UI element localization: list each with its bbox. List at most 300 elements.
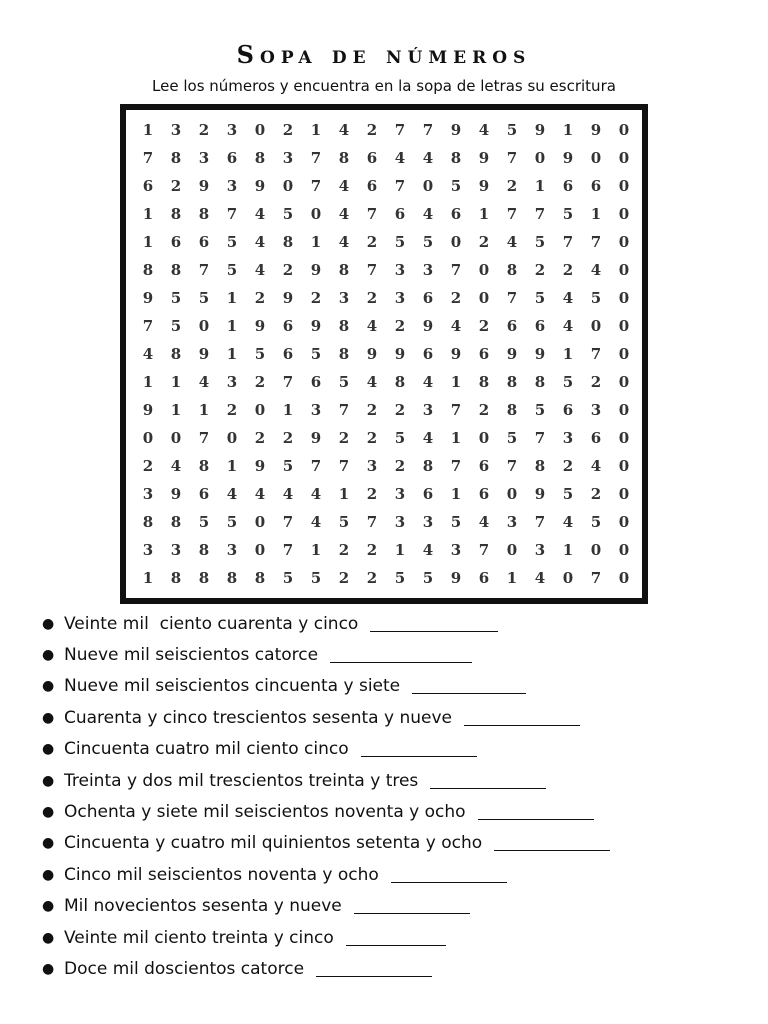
grid-cell[interactable]: 9 [478,149,490,167]
grid-cell[interactable]: 5 [198,289,210,307]
grid-cell[interactable]: 2 [506,177,518,195]
grid-cell[interactable]: 7 [366,513,378,531]
grid-cell[interactable]: 4 [422,429,434,447]
grid-cell[interactable]: 0 [618,541,630,559]
grid-cell[interactable]: 2 [366,429,378,447]
grid-cell[interactable]: 4 [562,317,574,335]
grid-cell[interactable]: 4 [478,121,490,139]
grid-cell[interactable]: 1 [562,121,574,139]
grid-cell[interactable]: 8 [198,457,210,475]
grid-cell[interactable]: 3 [226,121,238,139]
grid-cell[interactable]: 1 [142,233,154,251]
grid-cell[interactable]: 9 [142,401,154,419]
grid-cell[interactable]: 2 [366,401,378,419]
grid-cell[interactable]: 5 [590,289,602,307]
grid-cell[interactable]: 0 [562,569,574,587]
grid-cell[interactable]: 5 [282,569,294,587]
grid-cell[interactable]: 5 [562,485,574,503]
grid-cell[interactable]: 3 [310,401,322,419]
grid-cell[interactable]: 8 [170,149,182,167]
grid-cell[interactable]: 0 [618,177,630,195]
grid-cell[interactable]: 3 [226,541,238,559]
grid-cell[interactable]: 3 [338,289,350,307]
grid-cell[interactable]: 4 [394,149,406,167]
grid-cell[interactable]: 4 [254,261,266,279]
grid-cell[interactable]: 0 [618,513,630,531]
grid-cell[interactable]: 7 [590,233,602,251]
grid-cell[interactable]: 5 [170,317,182,335]
grid-cell[interactable]: 8 [142,513,154,531]
grid-cell[interactable]: 7 [142,149,154,167]
grid-cell[interactable]: 9 [478,177,490,195]
grid-cell[interactable]: 5 [170,289,182,307]
grid-cell[interactable]: 6 [282,317,294,335]
grid-cell[interactable]: 2 [394,401,406,419]
grid-cell[interactable]: 0 [618,457,630,475]
grid-cell[interactable]: 4 [590,457,602,475]
answer-blank[interactable] [354,898,470,914]
grid-cell[interactable]: 0 [478,289,490,307]
grid-cell[interactable]: 3 [226,177,238,195]
grid-cell[interactable]: 1 [198,401,210,419]
grid-cell[interactable]: 1 [142,373,154,391]
grid-cell[interactable]: 2 [478,233,490,251]
grid-cell[interactable]: 1 [226,457,238,475]
grid-cell[interactable]: 3 [226,373,238,391]
grid-cell[interactable]: 6 [590,177,602,195]
grid-cell[interactable]: 3 [562,429,574,447]
grid-cell[interactable]: 9 [562,149,574,167]
grid-cell[interactable]: 6 [590,429,602,447]
grid-cell[interactable]: 1 [170,401,182,419]
grid-cell[interactable]: 2 [282,261,294,279]
grid-cell[interactable]: 6 [478,457,490,475]
grid-cell[interactable]: 8 [534,373,546,391]
grid-cell[interactable]: 7 [366,205,378,223]
grid-cell[interactable]: 4 [422,205,434,223]
grid-cell[interactable]: 8 [394,373,406,391]
grid-cell[interactable]: 2 [310,289,322,307]
grid-cell[interactable]: 4 [562,513,574,531]
grid-cell[interactable]: 2 [170,177,182,195]
grid-cell[interactable]: 2 [366,121,378,139]
grid-cell[interactable]: 7 [282,513,294,531]
grid-cell[interactable]: 1 [478,205,490,223]
grid-cell[interactable]: 8 [338,317,350,335]
grid-cell[interactable]: 9 [590,121,602,139]
grid-cell[interactable]: 8 [142,261,154,279]
grid-cell[interactable]: 0 [450,233,462,251]
grid-cell[interactable]: 8 [422,457,434,475]
grid-cell[interactable]: 3 [198,149,210,167]
grid-cell[interactable]: 7 [366,261,378,279]
grid-cell[interactable]: 2 [366,485,378,503]
grid-cell[interactable]: 0 [618,485,630,503]
grid-cell[interactable]: 7 [590,345,602,363]
grid-cell[interactable]: 4 [170,457,182,475]
grid-cell[interactable]: 5 [562,205,574,223]
grid-cell[interactable]: 7 [450,457,462,475]
grid-cell[interactable]: 7 [506,457,518,475]
grid-cell[interactable]: 2 [338,541,350,559]
grid-cell[interactable]: 6 [282,345,294,363]
grid-cell[interactable]: 1 [450,429,462,447]
grid-cell[interactable]: 2 [366,289,378,307]
grid-cell[interactable]: 6 [226,149,238,167]
grid-cell[interactable]: 3 [590,401,602,419]
grid-cell[interactable]: 2 [478,401,490,419]
grid-cell[interactable]: 1 [310,541,322,559]
grid-cell[interactable]: 9 [450,569,462,587]
grid-cell[interactable]: 5 [338,513,350,531]
grid-cell[interactable]: 1 [450,485,462,503]
grid-cell[interactable]: 8 [506,373,518,391]
grid-cell[interactable]: 8 [170,569,182,587]
grid-cell[interactable]: 4 [590,261,602,279]
grid-cell[interactable]: 9 [310,429,322,447]
grid-cell[interactable]: 5 [254,345,266,363]
grid-cell[interactable]: 3 [506,513,518,531]
grid-cell[interactable]: 0 [618,429,630,447]
grid-cell[interactable]: 4 [534,569,546,587]
grid-cell[interactable]: 0 [170,429,182,447]
grid-cell[interactable]: 9 [366,345,378,363]
grid-cell[interactable]: 5 [534,401,546,419]
grid-cell[interactable]: 7 [534,205,546,223]
grid-cell[interactable]: 3 [534,541,546,559]
grid-cell[interactable]: 0 [618,289,630,307]
grid-cell[interactable]: 8 [198,541,210,559]
grid-cell[interactable]: 7 [534,513,546,531]
grid-cell[interactable]: 0 [478,261,490,279]
grid-cell[interactable]: 9 [534,121,546,139]
grid-cell[interactable]: 4 [338,177,350,195]
grid-cell[interactable]: 7 [534,429,546,447]
grid-cell[interactable]: 6 [394,205,406,223]
grid-cell[interactable]: 9 [142,289,154,307]
grid-cell[interactable]: 1 [562,541,574,559]
grid-cell[interactable]: 5 [310,345,322,363]
grid-cell[interactable]: 3 [282,149,294,167]
grid-cell[interactable]: 5 [394,569,406,587]
answer-blank[interactable] [346,930,446,946]
grid-cell[interactable]: 2 [394,317,406,335]
grid-cell[interactable]: 3 [394,513,406,531]
grid-cell[interactable]: 2 [142,457,154,475]
grid-cell[interactable]: 5 [534,289,546,307]
grid-cell[interactable]: 8 [282,233,294,251]
grid-cell[interactable]: 8 [170,205,182,223]
grid-cell[interactable]: 4 [254,205,266,223]
grid-cell[interactable]: 7 [310,177,322,195]
grid-cell[interactable]: 6 [198,233,210,251]
grid-cell[interactable]: 1 [142,121,154,139]
grid-cell[interactable]: 4 [338,233,350,251]
grid-cell[interactable]: 5 [450,177,462,195]
grid-cell[interactable]: 1 [226,317,238,335]
grid-cell[interactable]: 4 [422,373,434,391]
grid-cell[interactable]: 0 [618,373,630,391]
answer-blank[interactable] [464,710,580,726]
grid-cell[interactable]: 5 [534,233,546,251]
grid-cell[interactable]: 5 [394,233,406,251]
grid-cell[interactable]: 4 [478,513,490,531]
grid-cell[interactable]: 0 [282,177,294,195]
grid-cell[interactable]: 4 [366,373,378,391]
grid-cell[interactable]: 4 [450,317,462,335]
grid-cell[interactable]: 8 [170,261,182,279]
grid-cell[interactable]: 6 [506,317,518,335]
grid-cell[interactable]: 2 [338,569,350,587]
grid-cell[interactable]: 8 [254,569,266,587]
grid-cell[interactable]: 6 [478,345,490,363]
grid-cell[interactable]: 8 [226,569,238,587]
grid-cell[interactable]: 4 [338,121,350,139]
grid-cell[interactable]: 0 [590,541,602,559]
grid-cell[interactable]: 1 [310,233,322,251]
grid-cell[interactable]: 9 [254,457,266,475]
grid-cell[interactable]: 0 [618,401,630,419]
grid-cell[interactable]: 5 [226,233,238,251]
grid-cell[interactable]: 9 [394,345,406,363]
grid-cell[interactable]: 5 [590,513,602,531]
grid-cell[interactable]: 2 [226,401,238,419]
grid-cell[interactable]: 7 [282,373,294,391]
grid-cell[interactable]: 0 [506,541,518,559]
grid-cell[interactable]: 6 [450,205,462,223]
grid-cell[interactable]: 5 [282,205,294,223]
grid-cell[interactable]: 6 [562,401,574,419]
grid-cell[interactable]: 0 [142,429,154,447]
grid-cell[interactable]: 1 [534,177,546,195]
grid-cell[interactable]: 8 [506,401,518,419]
grid-cell[interactable]: 4 [310,485,322,503]
grid-cell[interactable]: 7 [338,457,350,475]
grid-cell[interactable]: 6 [422,485,434,503]
grid-cell[interactable]: 9 [450,345,462,363]
grid-cell[interactable]: 5 [226,513,238,531]
grid-cell[interactable]: 2 [590,373,602,391]
grid-cell[interactable]: 9 [198,177,210,195]
grid-cell[interactable]: 0 [506,485,518,503]
grid-cell[interactable]: 7 [478,541,490,559]
grid-cell[interactable]: 3 [394,485,406,503]
grid-cell[interactable]: 9 [422,317,434,335]
grid-cell[interactable]: 6 [422,289,434,307]
grid-cell[interactable]: 0 [618,569,630,587]
grid-cell[interactable]: 2 [282,429,294,447]
grid-cell[interactable]: 0 [590,317,602,335]
grid-cell[interactable]: 6 [478,569,490,587]
grid-cell[interactable]: 8 [506,261,518,279]
grid-cell[interactable]: 7 [198,429,210,447]
grid-cell[interactable]: 0 [254,121,266,139]
grid-cell[interactable]: 1 [226,289,238,307]
grid-cell[interactable]: 0 [198,317,210,335]
grid-cell[interactable]: 3 [422,261,434,279]
grid-cell[interactable]: 1 [142,205,154,223]
grid-cell[interactable]: 5 [226,261,238,279]
grid-cell[interactable]: 9 [198,345,210,363]
grid-cell[interactable]: 1 [394,541,406,559]
grid-cell[interactable]: 5 [422,569,434,587]
grid-cell[interactable]: 6 [422,345,434,363]
answer-blank[interactable] [494,835,610,851]
grid-cell[interactable]: 4 [226,485,238,503]
grid-cell[interactable]: 8 [254,149,266,167]
grid-cell[interactable]: 6 [478,485,490,503]
grid-cell[interactable]: 4 [198,373,210,391]
grid-cell[interactable]: 6 [366,149,378,167]
grid-cell[interactable]: 0 [310,205,322,223]
grid-cell[interactable]: 4 [422,541,434,559]
grid-cell[interactable]: 8 [338,345,350,363]
grid-cell[interactable]: 0 [618,317,630,335]
grid-cell[interactable]: 5 [506,429,518,447]
grid-cell[interactable]: 0 [478,429,490,447]
grid-cell[interactable]: 7 [506,289,518,307]
grid-cell[interactable]: 0 [254,541,266,559]
grid-cell[interactable]: 9 [170,485,182,503]
grid-cell[interactable]: 2 [590,485,602,503]
grid-cell[interactable]: 2 [562,457,574,475]
grid-cell[interactable]: 1 [506,569,518,587]
grid-cell[interactable]: 9 [534,485,546,503]
grid-cell[interactable]: 2 [254,373,266,391]
grid-cell[interactable]: 0 [618,261,630,279]
grid-cell[interactable]: 2 [366,233,378,251]
grid-cell[interactable]: 2 [198,121,210,139]
grid-cell[interactable]: 7 [226,205,238,223]
grid-cell[interactable]: 5 [562,373,574,391]
grid-cell[interactable]: 8 [478,373,490,391]
grid-cell[interactable]: 7 [198,261,210,279]
grid-cell[interactable]: 3 [394,289,406,307]
grid-cell[interactable]: 5 [450,513,462,531]
grid-cell[interactable]: 9 [506,345,518,363]
grid-cell[interactable]: 1 [562,345,574,363]
grid-cell[interactable]: 4 [338,205,350,223]
grid-cell[interactable]: 8 [534,457,546,475]
grid-cell[interactable]: 6 [170,233,182,251]
grid-cell[interactable]: 2 [282,121,294,139]
grid-cell[interactable]: 3 [422,513,434,531]
grid-cell[interactable]: 5 [338,373,350,391]
grid-cell[interactable]: 9 [534,345,546,363]
grid-cell[interactable]: 8 [198,569,210,587]
answer-blank[interactable] [370,616,498,632]
grid-cell[interactable]: 6 [142,177,154,195]
grid-cell[interactable]: 8 [450,149,462,167]
grid-cell[interactable]: 1 [170,373,182,391]
grid-cell[interactable]: 4 [562,289,574,307]
grid-cell[interactable]: 1 [282,401,294,419]
grid-cell[interactable]: 4 [422,149,434,167]
grid-cell[interactable]: 0 [226,429,238,447]
grid-cell[interactable]: 9 [282,289,294,307]
grid-cell[interactable]: 2 [394,457,406,475]
grid-cell[interactable]: 2 [338,429,350,447]
grid-cell[interactable]: 5 [310,569,322,587]
grid-cell[interactable]: 0 [618,233,630,251]
grid-cell[interactable]: 4 [142,345,154,363]
grid-cell[interactable]: 8 [198,205,210,223]
grid-cell[interactable]: 3 [170,541,182,559]
grid-cell[interactable]: 3 [142,485,154,503]
grid-cell[interactable]: 4 [254,485,266,503]
grid-cell[interactable]: 1 [338,485,350,503]
grid-cell[interactable]: 8 [170,513,182,531]
grid-cell[interactable]: 2 [366,569,378,587]
grid-cell[interactable]: 2 [450,289,462,307]
grid-cell[interactable]: 0 [618,149,630,167]
grid-cell[interactable]: 7 [590,569,602,587]
grid-cell[interactable]: 8 [170,345,182,363]
grid-cell[interactable]: 6 [310,373,322,391]
grid-cell[interactable]: 1 [450,373,462,391]
grid-cell[interactable]: 3 [170,121,182,139]
grid-cell[interactable]: 4 [310,513,322,531]
grid-cell[interactable]: 5 [422,233,434,251]
grid-cell[interactable]: 1 [590,205,602,223]
grid-cell[interactable]: 3 [142,541,154,559]
grid-cell[interactable]: 0 [254,401,266,419]
grid-cell[interactable]: 4 [506,233,518,251]
grid-cell[interactable]: 4 [282,485,294,503]
answer-blank[interactable] [391,867,507,883]
grid-cell[interactable]: 7 [506,149,518,167]
grid-cell[interactable]: 4 [254,233,266,251]
grid-cell[interactable]: 7 [142,317,154,335]
grid-cell[interactable]: 5 [282,457,294,475]
grid-cell[interactable]: 6 [198,485,210,503]
grid-cell[interactable]: 7 [506,205,518,223]
grid-cell[interactable]: 3 [394,261,406,279]
grid-cell[interactable]: 7 [422,121,434,139]
grid-cell[interactable]: 9 [254,317,266,335]
grid-cell[interactable]: 2 [478,317,490,335]
grid-cell[interactable]: 2 [366,541,378,559]
grid-cell[interactable]: 0 [618,205,630,223]
grid-cell[interactable]: 7 [394,177,406,195]
answer-blank[interactable] [430,773,546,789]
grid-cell[interactable]: 7 [338,401,350,419]
grid-cell[interactable]: 5 [394,429,406,447]
grid-cell[interactable]: 4 [366,317,378,335]
grid-cell[interactable]: 7 [450,401,462,419]
grid-cell[interactable]: 0 [254,513,266,531]
grid-cell[interactable]: 0 [618,121,630,139]
answer-blank[interactable] [361,741,477,757]
grid-cell[interactable]: 0 [534,149,546,167]
grid-cell[interactable]: 1 [142,569,154,587]
grid-cell[interactable]: 2 [562,261,574,279]
grid-cell[interactable]: 9 [310,261,322,279]
grid-cell[interactable]: 7 [310,457,322,475]
grid-cell[interactable]: 5 [506,121,518,139]
grid-cell[interactable]: 7 [282,541,294,559]
grid-cell[interactable]: 8 [338,261,350,279]
grid-cell[interactable]: 0 [618,345,630,363]
grid-cell[interactable]: 7 [394,121,406,139]
grid-cell[interactable]: 8 [338,149,350,167]
grid-cell[interactable]: 2 [254,429,266,447]
grid-cell[interactable]: 3 [422,401,434,419]
grid-cell[interactable]: 6 [366,177,378,195]
grid-cell[interactable]: 2 [254,289,266,307]
grid-cell[interactable]: 7 [310,149,322,167]
answer-blank[interactable] [316,961,432,977]
